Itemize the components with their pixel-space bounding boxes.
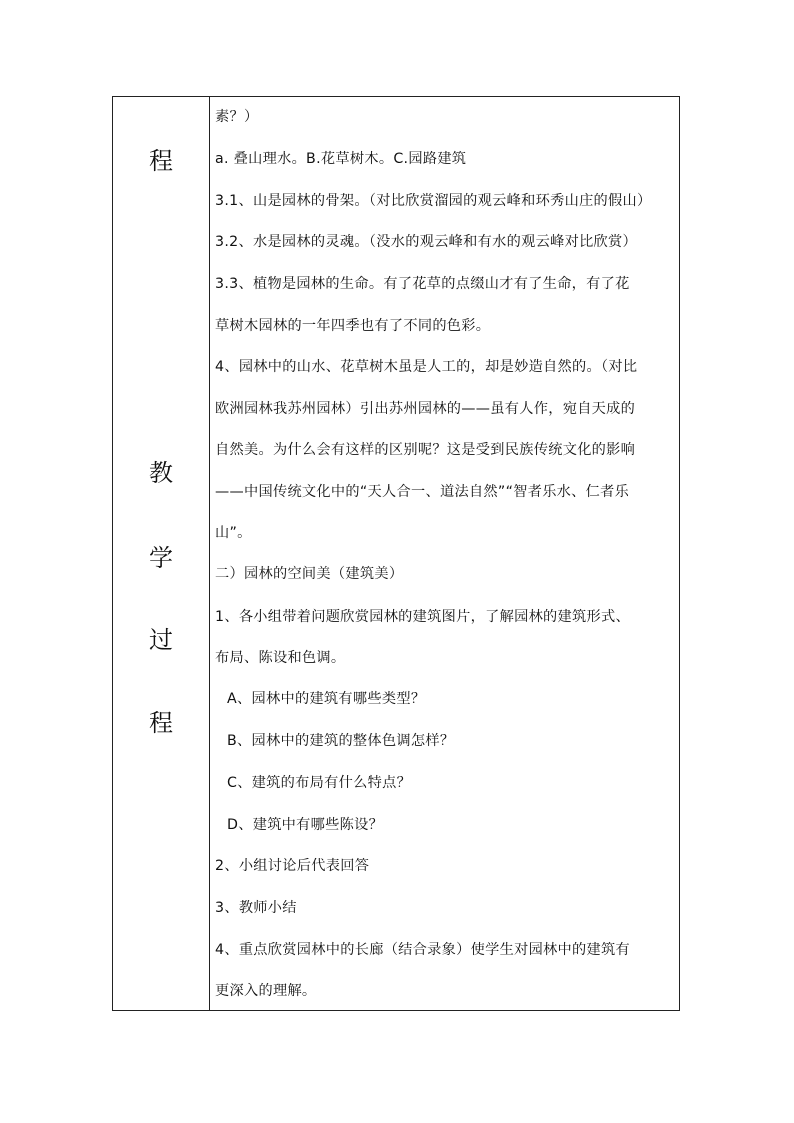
content-line: 2、小组讨论后代表回答 (215, 858, 370, 874)
left-column-char: 程 (149, 147, 173, 175)
content-line: 更深入的理解。 (215, 983, 317, 999)
content-line: 3.1、山是园林的骨架。（对比欣赏溜园的观云峰和环秀山庄的假山） (215, 193, 652, 209)
content-line: ——中国传统文化中的“天人合一、道法自然”“智者乐水、仁者乐 (215, 484, 630, 500)
content-line: 4、园林中的山水、花草树木虽是人工的，却是妙造自然的。（对比 (215, 359, 638, 375)
section-heading: 二）园林的空间美（建筑美） (215, 566, 404, 582)
content-line: 3.3、植物是园林的生命。有了花草的点缀山才有了生命，有了花 (215, 276, 630, 292)
content-line: 欧洲园林我苏州园林）引出苏州园林的——虽有人作，宛自天成的 (215, 401, 636, 417)
left-column-char: 程 (149, 709, 173, 737)
content-line: 自然美。为什么会有这样的区别呢？这是受到民族传统文化的影响 (215, 442, 636, 458)
question-item: D、建筑中有哪些陈设？ (227, 817, 384, 833)
left-column-char: 学 (149, 544, 173, 572)
content-line: a. 叠山理水。B.花草树木。C.园路建筑 (215, 151, 467, 167)
question-item: B、园林中的建筑的整体色调怎样？ (227, 733, 455, 749)
content-line: 草树木园林的一年四季也有了不同的色彩。 (215, 318, 491, 334)
column-divider (209, 97, 210, 1010)
content-line: 布局、陈设和色调。 (215, 650, 346, 666)
left-column-char: 过 (149, 626, 173, 654)
content-line: 3.2、水是园林的灵魂。（没水的观云峰和有水的观云峰对比欣赏） (215, 234, 638, 250)
content-line: 山”。 (215, 525, 252, 541)
content-line: 4、重点欣赏园林中的长廊（结合录象）使学生对园林中的建筑有 (215, 942, 630, 958)
lesson-table (112, 96, 680, 1011)
content-line: 3、教师小结 (215, 900, 297, 916)
question-item: A、园林中的建筑有哪些类型？ (227, 691, 426, 707)
content-line: 1、各小组带着问题欣赏园林的建筑图片，了解园林的建筑形式、 (215, 609, 630, 625)
content-line: 素？） (215, 109, 259, 125)
question-item: C、建筑的布局有什么特点？ (227, 775, 412, 791)
left-column-char: 教 (149, 459, 173, 487)
